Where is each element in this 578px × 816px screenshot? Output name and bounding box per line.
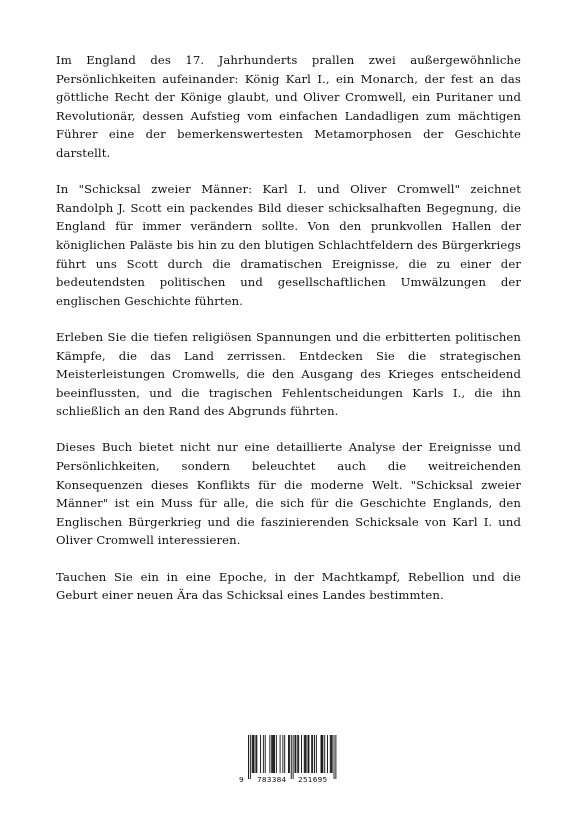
barcode-bar: [321, 735, 322, 773]
barcode-bar: [301, 735, 302, 773]
barcode-first-digit: 9: [239, 775, 244, 784]
barcode-bar: [331, 735, 332, 773]
barcode-bar: [263, 735, 264, 773]
barcode-bar: [289, 735, 290, 773]
barcode-bar: [269, 735, 270, 773]
blurb-paragraph-1: Im England des 17. Jahrhunderts prallen zwei außergewöhnliche Persönlichkeiten aufeinander: König Karl I., ein Monarch, der fest an das göttliche Recht der Könige glaubt, und Oliver Cromwell, ein Puritaner und Revolutionär, dessen Aufstieg vom einfachen Landadligen zum mächtigen Führer eine der bemerkenswertesten Metamorphosen der Geschichte darstellt.: [56, 53, 521, 160]
blurb-paragraph-2: In "Schicksal zweier Männer: Karl I. und Oliver Cromwell" zeichnet Randolph J. Scott ein packendes Bild dieser schicksalhaften Begegnung, die England für immer verändern sollte. Von den prunkvollen Hallen der königlichen Paläste bis hin zu den blutigen Schlachtfeldern des Bürgerkriegs führt uns Scott durch die dramatischen Ereignisse, die zu einer der bedeutendsten politischen und gesellschaftlichen Umwälzungen der englischen Geschichte führten.: [56, 182, 521, 308]
isbn-barcode: [236, 734, 342, 786]
barcode-bar: [308, 735, 309, 773]
barcode-guard-bar: [291, 735, 292, 779]
barcode-bar: [304, 735, 305, 773]
barcode-bar: [265, 735, 266, 773]
barcode-bar: [298, 735, 299, 773]
barcode-bar: [260, 735, 261, 773]
barcode-bar: [332, 735, 333, 773]
barcode-bar: [314, 735, 315, 773]
blurb-text: [56, 51, 521, 622]
barcode-bar: [321, 735, 322, 773]
barcode-bar: [297, 735, 298, 773]
barcode-bar: [311, 735, 312, 773]
barcode-bar: [255, 735, 256, 773]
barcode-bar: [253, 735, 254, 773]
barcode-bar: [272, 735, 273, 773]
barcode-bar: [252, 735, 253, 773]
barcode-bar: [271, 735, 272, 773]
barcode-guard-bar: [334, 735, 335, 779]
barcode-bar: [327, 735, 328, 773]
blurb-paragraph-3: Erleben Sie die tiefen religiösen Spannungen und die erbitterten politischen Kämpfe, die das Land zerrissen. Entdecken Sie die strategischen Meisterleistungen Cromwells, die den Ausgang des Krieges entscheidend beeinflussten, und die tragischen Fehlentscheidungen Karls I., die ihn schließlich an den Rand des Abgrunds führten.: [56, 329, 521, 419]
barcode-right-digits: 251695: [298, 775, 328, 784]
blurb-paragraph-5: Tauchen Sie ein in eine Epoche, in der Machtkampf, Rebellion und die Geburt einer neuen Ära das Schicksal eines Landes bestimmten.: [56, 569, 521, 603]
barcode-bar: [274, 735, 275, 773]
barcode-guard-bar: [248, 735, 249, 779]
barcode-left-digits: 783384: [257, 775, 287, 784]
barcode-guard-bar: [335, 735, 336, 779]
barcode-bar: [273, 735, 274, 773]
barcode-bar: [324, 735, 325, 773]
barcode-bar: [295, 735, 296, 773]
barcode-guard-bar: [250, 735, 251, 779]
barcode-bar: [308, 735, 309, 773]
blurb-paragraph-4: Dieses Buch bietet nicht nur eine detaillierte Analyse der Ereignisse und Persönlichkeiten, sondern beleuchtet auch die weitreichenden Konsequenzen dieses Konflikts für die moderne Welt. "Schicksal zweier Männer" ist ein Muss für alle, die sich für die Geschichte Englands, den Englischen Bürgerkrieg und die faszinierenden Schicksale von Karl I. und Oliver Cromwell interessieren.: [56, 440, 521, 548]
barcode-bar: [316, 735, 317, 773]
barcode-bar: [276, 735, 277, 773]
barcode-bar: [280, 735, 281, 773]
barcode-bar: [312, 735, 313, 773]
barcode-bar: [295, 735, 296, 773]
barcode-bar: [284, 735, 285, 773]
barcode-bar: [282, 735, 283, 773]
barcode-bar: [288, 735, 289, 773]
barcode-bar: [256, 735, 257, 773]
barcode-bar: [305, 735, 306, 773]
barcode-bar: [306, 735, 307, 773]
barcode-guard-bar: [293, 735, 294, 779]
barcode-bar: [322, 735, 323, 773]
barcode-bar: [330, 735, 331, 773]
barcode-bar: [254, 735, 255, 773]
